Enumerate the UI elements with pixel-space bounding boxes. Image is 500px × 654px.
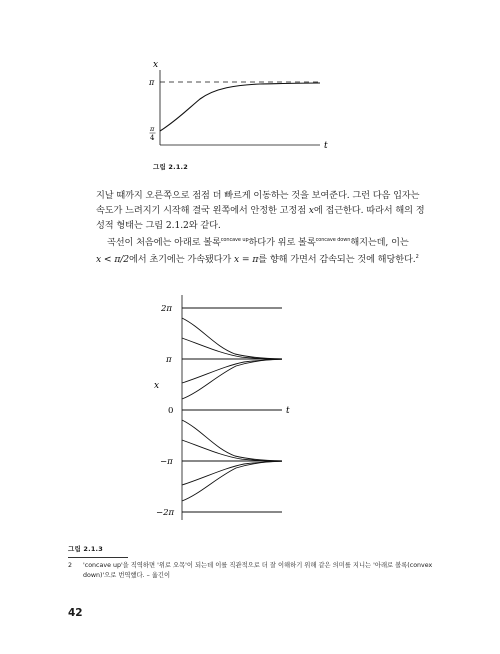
body-line-4: 곡선이 처음에는 아래로 볼록$^{concave up}$하다가 위로 볼록$^{concave down}$해지는데, 이는 — [107, 237, 409, 248]
body-line-5: x < π/2에서 초기에는 가속됐다가 x = π를 향해 가면서 감속되는 것에 해당한다.$^2$ — [96, 254, 419, 265]
fig1-x-axis-label: t — [324, 141, 328, 151]
fig1-tick-pi-over-4: π — [150, 125, 155, 133]
body-line-3: 성적 형태는 그림 2.1.2와 같다. — [96, 220, 221, 231]
figure-2-1-2-caption: 그림 2.1.2 — [153, 163, 188, 171]
footnote-divider — [68, 557, 128, 558]
fig2-tick-0: 0 — [168, 406, 174, 416]
fig2-tick-2pi: 2π — [161, 304, 172, 314]
fig2-tick-neg-pi: −π — [160, 457, 173, 467]
figure-2-1-2 — [140, 55, 340, 160]
figure-2-1-3-caption: 그림 2.1.3 — [68, 545, 103, 553]
page-number: 42 — [68, 607, 83, 619]
body-line-2: 속도가 느려지기 시작해 결국 왼쪽에서 안정한 고정점 x에 접근한다. 따라서 해의 정 — [96, 205, 425, 216]
fig2-tick-pi: π — [166, 355, 172, 365]
fig1-tick-pi: π — [149, 78, 155, 87]
fig2-x-axis-label: t — [286, 406, 290, 416]
footnote-line-1: 'concave up'을 직역하면 '위로 오목'이 되는데 이를 직관적으로 더 잘 이해하기 위해 같은 의미를 지니는 '아래로 볼록(convex — [83, 562, 433, 569]
fig2-tick-neg-2pi: −2π — [156, 508, 175, 518]
footnote-line-2: down)'으로 번역했다. – 옮긴이 — [83, 571, 171, 579]
fig1-solution-curve — [160, 83, 320, 131]
body-paragraph — [96, 188, 425, 267]
footnote-ref: 2 — [415, 254, 419, 260]
footnote-text — [83, 561, 443, 580]
fig1-tick-denominator: 4 — [150, 134, 155, 142]
footnote-number: 2 — [68, 562, 73, 569]
fig2-y-axis-label: x — [154, 381, 160, 391]
figure-2-1-3 — [140, 290, 310, 540]
fig1-y-axis-label: x — [153, 60, 159, 70]
body-line-1: 지날 때까지 오른쪽으로 점점 더 빠르게 이동하는 것을 보여준다. 그런 다음 입자는 — [96, 190, 420, 201]
